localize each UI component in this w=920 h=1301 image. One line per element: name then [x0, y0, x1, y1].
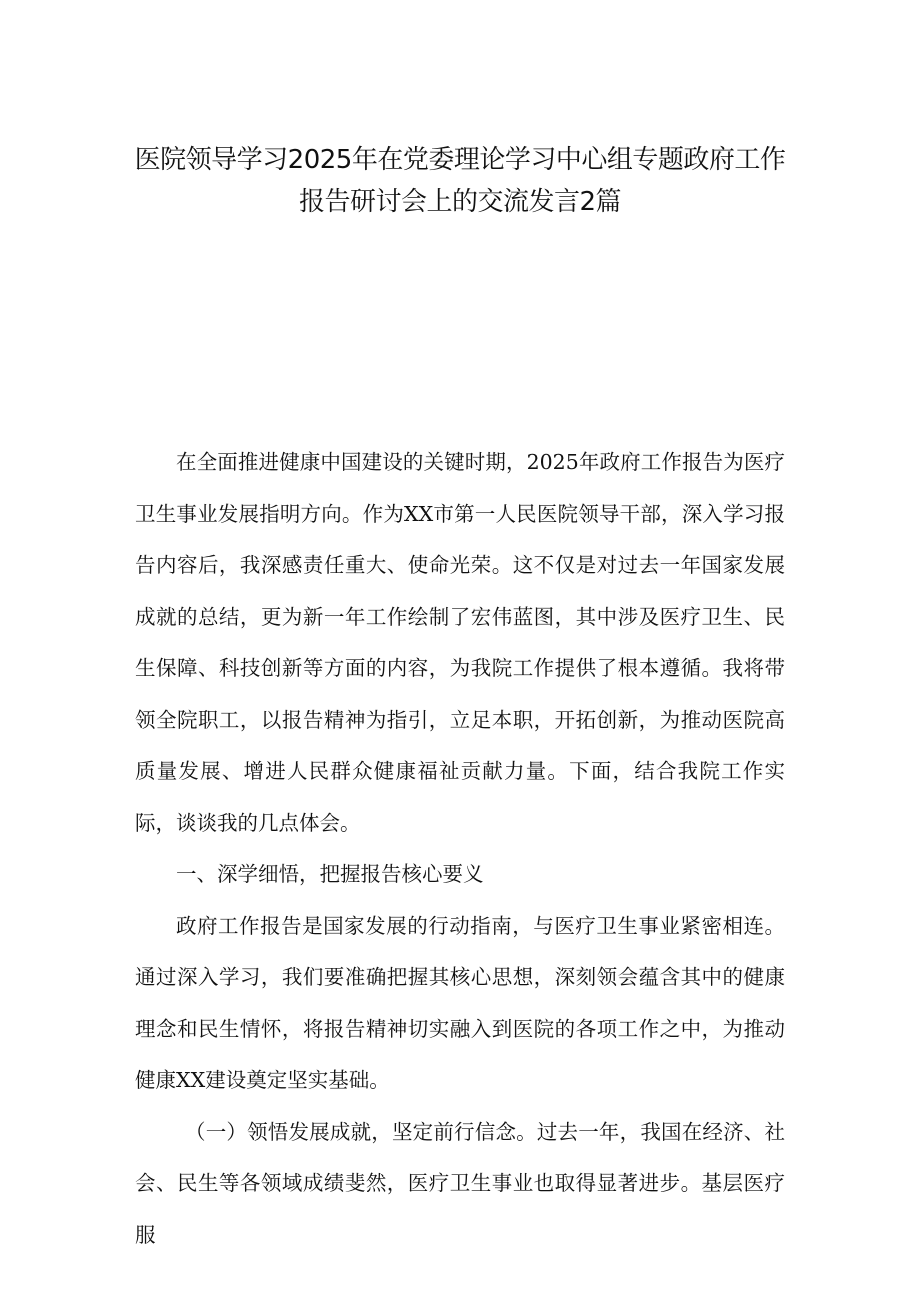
section-heading-1: 一、深学细悟，把握报告核心要义: [176, 862, 484, 886]
intro-paragraph: 在全面推进健康中国建设的关键时期，2025年政府工作报告为医疗卫生事业发展指明方向。作为XX市第一人民医院领导干部，深入学习报告内容后，我深感责任重大、使命光荣。这不仅是对过去一年国家发展成就的总结，更为新一年工作绘制了宏伟蓝图，其中涉及医疗卫生、民生保障、科技创新等方面的内容，为我院工作提供了根本遵循。我将带领全院职工，以报告精神为指引，立足本职，开拓创新，为推动医院高质量发展、增进人民群众健康福祉贡献力量。下面，结合我院工作实际，谈谈我的几点体会。: [135, 450, 785, 835]
title-line-2: 报告研讨会上的交流发言2篇: [298, 187, 622, 217]
document-body: [135, 437, 785, 1261]
section-paragraph-1: 政府工作报告是国家发展的行动指南，与医疗卫生事业紧密相连。通过深入学习，我们要准确把握其核心思想，深刻领会蕴含其中的健康理念和民生情怀，将报告精神切实融入到医院的各项工作之中，为推动健康XX建设奠定坚实基础。: [135, 913, 785, 1092]
document-title: [100, 139, 820, 223]
subsection-paragraph-1: （一）领悟发展成就，坚定前行信念。过去一年，我国在经济、社会、民生等各领域成绩斐然，医疗卫生事业也取得显著进步。基层医疗服: [135, 1119, 785, 1247]
title-line-1: 医院领导学习2025年在党委理论学习中心组专题政府工作: [134, 145, 786, 175]
